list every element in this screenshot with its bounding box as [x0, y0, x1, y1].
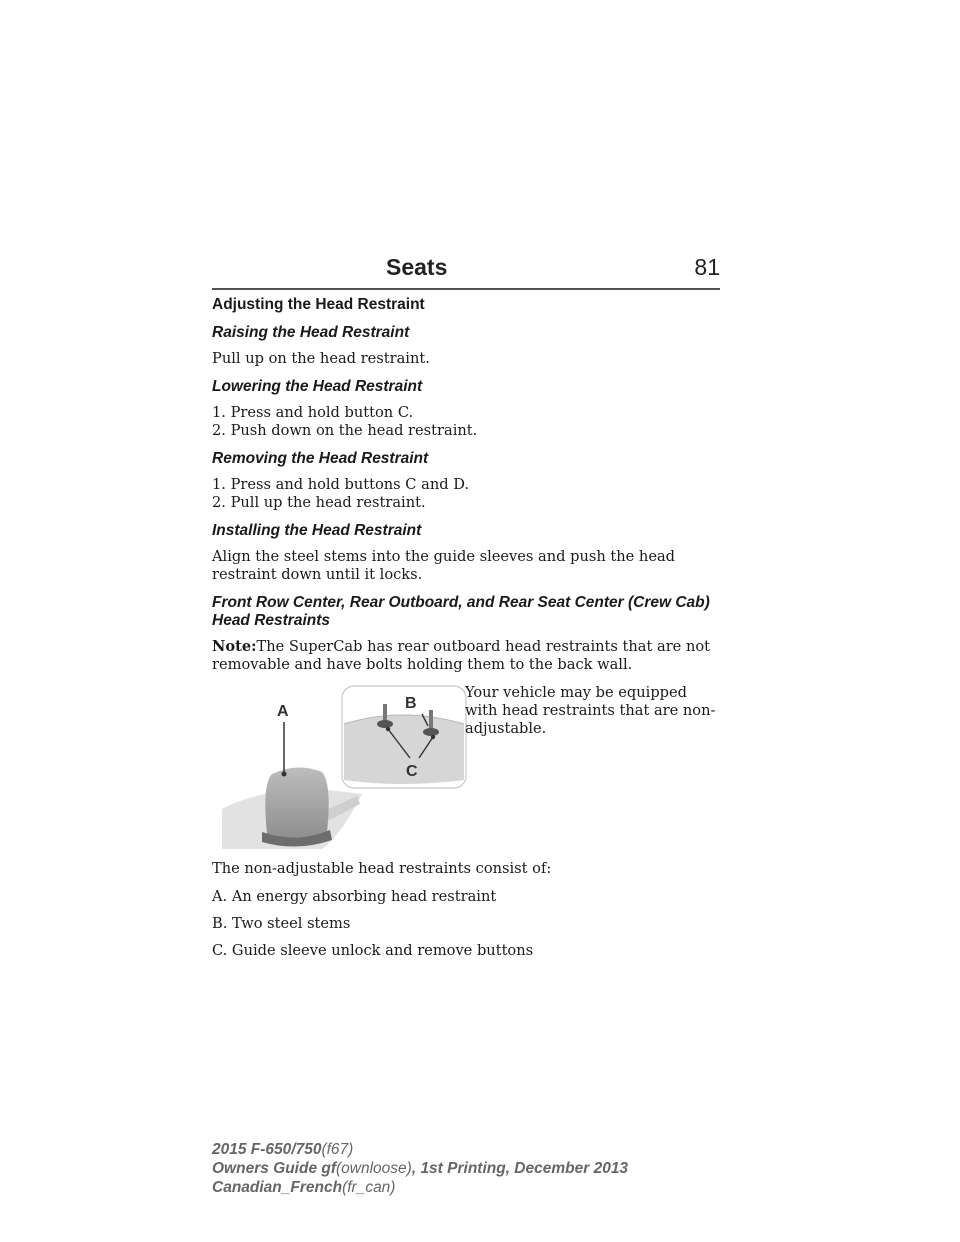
side-text: Your vehicle may be equipped with head restraints that are non-adjustable. [465, 684, 716, 737]
page-footer [212, 1140, 628, 1197]
figure-row [212, 684, 722, 854]
section-title: Seats [386, 254, 448, 280]
list-item: B. Two steel stems [212, 915, 351, 932]
lower-steps [212, 404, 722, 440]
remove-steps [212, 476, 722, 512]
footer-model: 2015 F-650/750 [212, 1141, 322, 1158]
note-label: Note: [212, 638, 257, 655]
footer-printing: , 1st Printing, December 2013 [411, 1160, 629, 1177]
list-item: C. Guide sleeve unlock and remove buttons [212, 942, 534, 959]
footer-line-3 [212, 1178, 628, 1197]
page-content [212, 296, 722, 969]
component-list [212, 888, 722, 960]
note [212, 638, 722, 674]
footer-line-2 [212, 1159, 628, 1178]
lower-step: 1. Press and hold button C. [212, 404, 414, 421]
figure-label-b: B [405, 695, 417, 712]
footer-language: Canadian_French [212, 1179, 343, 1196]
footer-code: (f67) [321, 1141, 354, 1158]
header-rule [212, 288, 720, 290]
heading-install: Installing the Head Restraint [212, 522, 422, 539]
lower-step: 2. Push down on the head restraint. [212, 422, 478, 439]
figure-label-a: A [277, 703, 289, 720]
footer-guide: Owners Guide gf [212, 1160, 337, 1177]
list-item: A. An energy absorbing head restraint [212, 888, 497, 905]
footer-locale: (fr_can) [342, 1179, 396, 1196]
figure-label-c: C [406, 763, 418, 780]
footer-line-1 [212, 1140, 628, 1159]
head-restraint-illustration [222, 684, 467, 849]
raise-text: Pull up on the head restraint. [212, 350, 430, 367]
footer-loose: (ownloose) [336, 1160, 412, 1177]
heading-adjust: Adjusting the Head Restraint [212, 296, 425, 313]
consist-text: The non-adjustable head restraints consist of: [212, 860, 552, 877]
heading-lower: Lowering the Head Restraint [212, 378, 423, 395]
install-text: Align the steel stems into the guide sleeves and push the head restraint down until it locks. [212, 548, 676, 583]
heading-front-row: Front Row Center, Rear Outboard, and Rear Seat Center (Crew Cab) Head Restraints [212, 594, 710, 629]
remove-step: 2. Pull up the head restraint. [212, 494, 426, 511]
page-number: 81 [694, 254, 720, 280]
remove-step: 1. Press and hold buttons C and D. [212, 476, 470, 493]
note-text: The SuperCab has rear outboard head restraints that are not removable and have bolts holding them to the back wall. [212, 638, 710, 673]
heading-remove: Removing the Head Restraint [212, 450, 429, 467]
heading-raise: Raising the Head Restraint [212, 324, 410, 341]
page-header [212, 254, 720, 284]
